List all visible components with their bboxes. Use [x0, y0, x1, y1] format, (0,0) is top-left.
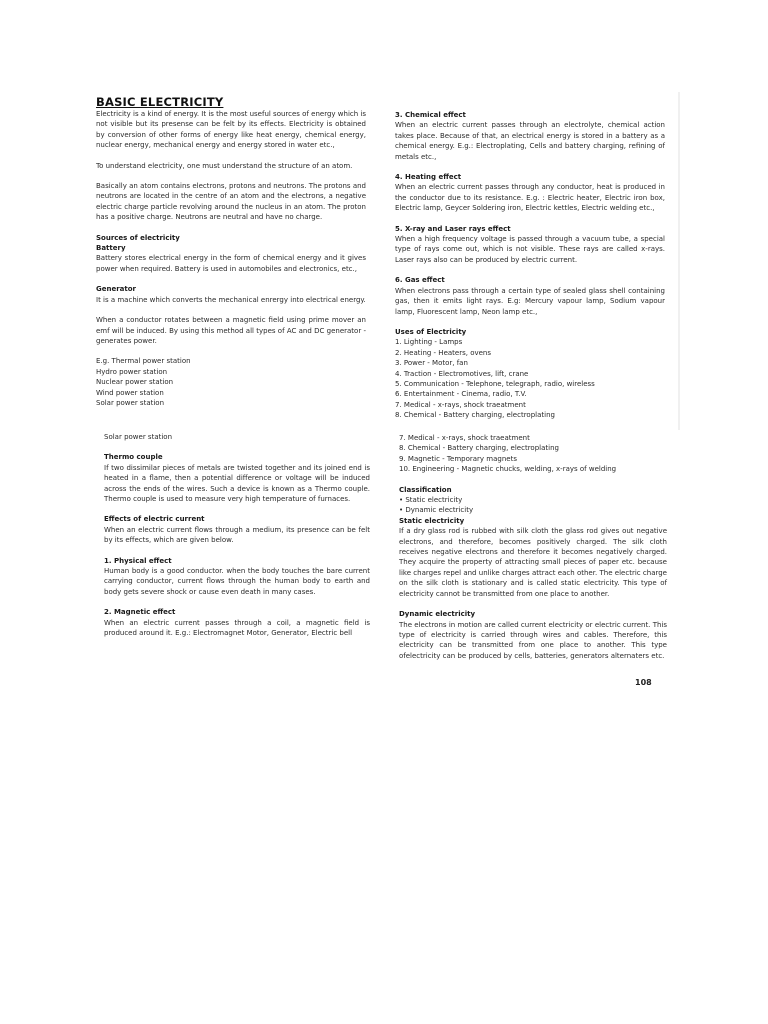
list-item: Solar power station — [104, 433, 173, 441]
list-item: 5. Communication - Telephone, telegraph, radio, wireless — [395, 379, 595, 388]
left-column-top — [96, 95, 366, 408]
classification-list — [399, 495, 667, 516]
list-item: 7. Medical - x-rays, shock traeatment — [399, 434, 530, 442]
list-item: 8. Chemical - Battery charging, electroplating — [399, 444, 559, 453]
intro-paragraph: To understand electricity, one must understand the structure of an atom. — [96, 161, 353, 170]
subsection-heading: 2. Magnetic effect — [104, 608, 176, 617]
subsection-heading: Battery — [96, 244, 126, 253]
intro-paragraph: Basically an atom contains electrons, protons and neutrons. The protons and neutrons are located in the centre of an atom and the electrons, a negative electric charge particle revolving around the nucleus in an atom. The proton has a positive charge. Neutrons are neutral and have no charge. — [96, 182, 366, 222]
body-paragraph: Battery stores electrical energy in the form of chemical energy and it gives power when required. Battery is used in automobiles and electronics, etc., — [96, 254, 366, 273]
scan-edge — [678, 92, 680, 430]
body-paragraph: When an electric current passes through any conductor, heat is produced in the conductor due to its resistance. E.g. : Electric heater, Electric iron box, Electric lamp, Geycer Soldering iron, Electric kettles, Electric welding etc., — [395, 183, 665, 213]
uses-list — [395, 337, 665, 420]
list-item: • Dynamic electricity — [399, 506, 474, 515]
list-item: Nuclear power station — [96, 378, 174, 387]
body-paragraph: If a dry glass rod is rubbed with silk cloth the glass rod gives out negative electrons, and therefore, becomes positively charged. The silk cloth receives negative electrons and therefore it becomes negatively charged. They acquire the property of attracting small pieces of paper etc. because like charges repel and unlike charges attract each other. The electric charge on the silk cloth is stationary and is called static electricity. This type of electricity cannot be transmitted from one place to another. — [399, 527, 667, 598]
body-paragraph: When a conductor rotates between a magnetic field using prime mover an emf will be induced. By using this method all types of AC and DC generator - generates power. — [96, 316, 366, 345]
section-heading: Effects of electric current — [104, 515, 205, 524]
subsection-heading: Static electricity — [399, 516, 465, 525]
list-item: Solar power station — [96, 398, 165, 407]
list-item: 8. Chemical - Battery charging, electroplating — [395, 411, 555, 420]
page-number: 108 — [635, 678, 652, 687]
power-station-list — [96, 356, 366, 408]
intro-paragraph: Electricity is a kind of energy. It is the most useful sources of energy which is not visible but its presense can be felt by its effects. Electricity is obtained by conversion of other forms of energy like heat energy, chemical energy, nuclear energy, mechanical energy and energy stored in water etc., — [96, 110, 366, 150]
subsection-heading: 3. Chemical effect — [395, 111, 466, 119]
body-paragraph: If two dissimilar pieces of metals are twisted together and its joined end is heated in a flame, then a potential difference or voltage will be induced across the ends of the wires. Such a device is known as a Thermo couple. Thermo couple is used to measure very high temperature of furnaces. — [104, 463, 370, 504]
left-column-bottom — [104, 432, 370, 639]
list-item: Hydro power station — [96, 367, 168, 376]
page-title: BASIC ELECTRICITY — [96, 95, 224, 109]
right-column-bottom — [399, 433, 667, 661]
list-item: 4. Traction - Electromotives, lift, crane — [395, 369, 529, 378]
list-item: E.g. Thermal power station — [96, 357, 191, 366]
list-item: 1. Lighting - Lamps — [395, 338, 463, 347]
body-paragraph: Human body is a good conductor. when the body touches the bare current carrying conductor, current flows through the human body to earth and body gets severe shock or cause even death in many cases. — [104, 567, 370, 596]
body-paragraph: The electrons in motion are called current electricity or electric current. This type of electricity is carried through wires and cables. Therefore, this electricity can be transmitted from one place to another. This type ofelectricity can be produced by cells, batteries, generators alternaters etc. — [399, 620, 667, 660]
list-item: 6. Entertainment - Cinema, radio, T.V. — [395, 390, 527, 399]
body-paragraph: When a high frequency voltage is passed through a vacuum tube, a special type of rays come out, which is not visible. These rays are called x-rays. Laser rays also can be produced by electric current. — [395, 235, 665, 264]
subsection-heading: Generator — [96, 285, 137, 294]
subsection-heading: Dynamic electricity — [399, 610, 476, 619]
body-paragraph: When an electric current flows through a medium, its presence can be felt by its effects, which are given below. — [104, 525, 370, 545]
list-item: • Static electricity — [399, 496, 463, 505]
section-heading: Classification — [399, 485, 452, 494]
list-item: 3. Power - Motor, fan — [395, 359, 468, 368]
body-paragraph: When an electric current passes through a coil, a magnetic field is produced around it. E.g.: Electromagnet Motor, Generator, Electric bell — [104, 618, 370, 638]
list-item: 10. Engineering - Magnetic chucks, welding, x-rays of welding — [399, 465, 617, 474]
uses-list-continued — [399, 433, 667, 475]
right-column-top — [395, 110, 665, 421]
list-item: 9. Magnetic - Temporary magnets — [399, 454, 517, 463]
list-item: 2. Heating - Heaters, ovens — [395, 348, 492, 357]
subsection-heading: 1. Physical effect — [104, 556, 172, 565]
list-item: 7. Medical - x-rays, shock traeatment — [395, 400, 526, 409]
section-heading: Uses of Electricity — [395, 327, 467, 336]
list-item: Wind power station — [96, 388, 164, 397]
body-paragraph: When an electric current passes through an electrolyte, chemical action takes place. Because of that, an electrical energy is stored in a battery as a chemical energy. E.g.: Electroplating, Cells and battery charging, refining of metals etc., — [395, 121, 665, 161]
subsection-heading: 6. Gas effect — [395, 276, 445, 285]
body-paragraph: When electrons pass through a certain type of sealed glass shell containing gas, then it emits light rays. E.g: Mercury vapour lamp, Sodium vapour lamp, Fluorescent lamp, Neon lamp etc., — [395, 286, 665, 316]
body-paragraph: It is a machine which converts the mechanical enrergy into electrical energy. — [96, 295, 366, 304]
subsection-heading: 4. Heating effect — [395, 173, 462, 182]
subsection-heading: 5. X-ray and Laser rays effect — [395, 224, 511, 233]
section-heading: Sources of electricity — [96, 233, 180, 242]
section-heading: Thermo couple — [104, 453, 163, 462]
